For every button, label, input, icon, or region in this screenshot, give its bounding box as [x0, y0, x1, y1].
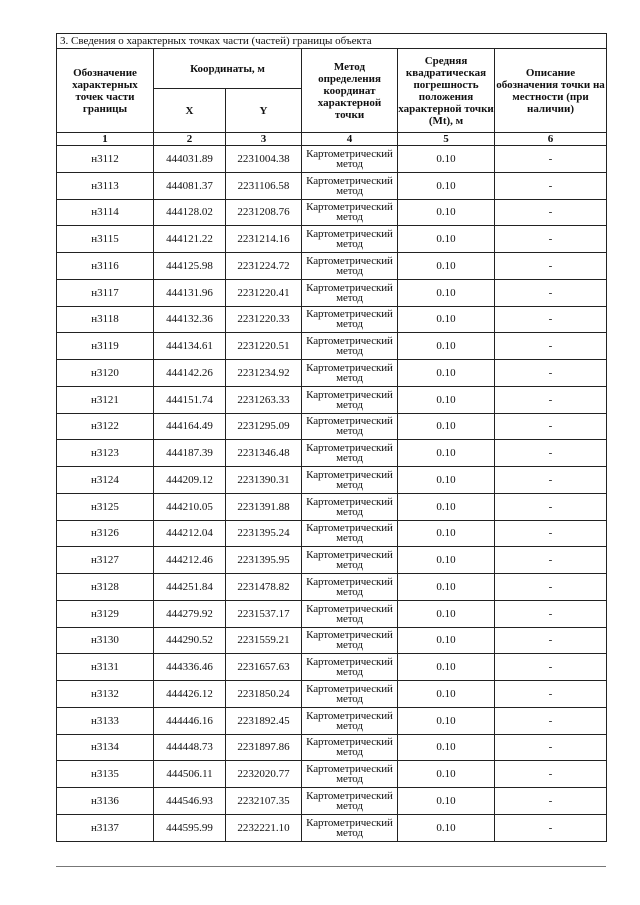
point-designation-cell: н3134 [57, 734, 154, 761]
coord-x-cell: 444121.22 [154, 226, 226, 253]
method-cell: Картометрический метод [302, 520, 398, 547]
description-cell: - [495, 654, 607, 681]
header-point-designation: Обозначение характерных точек части границы [57, 49, 154, 133]
method-cell: Картометрический метод [302, 467, 398, 494]
point-designation-cell: н3124 [57, 467, 154, 494]
error-cell: 0.10 [398, 413, 495, 440]
column-number: 6 [495, 133, 607, 146]
method-cell: Картометрический метод [302, 306, 398, 333]
method-cell: Картометрический метод [302, 493, 398, 520]
header-error: Средняя квадратическая погрешность положения характерной точки (Mt), м [398, 49, 495, 133]
method-cell: Картометрический метод [302, 146, 398, 173]
table-row [57, 681, 607, 708]
description-cell: - [495, 574, 607, 601]
description-cell: - [495, 814, 607, 841]
error-cell: 0.10 [398, 226, 495, 253]
coord-x-cell: 444506.11 [154, 761, 226, 788]
method-cell: Картометрический метод [302, 734, 398, 761]
method-cell: Картометрический метод [302, 440, 398, 467]
coord-x-cell: 444128.02 [154, 199, 226, 226]
coord-y-cell: 2231892.45 [226, 707, 302, 734]
error-cell: 0.10 [398, 440, 495, 467]
method-cell: Картометрический метод [302, 199, 398, 226]
coord-x-cell: 444131.96 [154, 279, 226, 306]
point-designation-cell: н3136 [57, 788, 154, 815]
coord-y-cell: 2231208.76 [226, 199, 302, 226]
coord-y-cell: 2231220.33 [226, 306, 302, 333]
table-row [57, 814, 607, 841]
coord-x-cell: 444212.46 [154, 547, 226, 574]
error-cell: 0.10 [398, 681, 495, 708]
point-designation-cell: н3114 [57, 199, 154, 226]
error-cell: 0.10 [398, 199, 495, 226]
method-cell: Картометрический метод [302, 226, 398, 253]
point-designation-cell: н3125 [57, 493, 154, 520]
point-designation-cell: н3130 [57, 627, 154, 654]
method-cell: Картометрический метод [302, 413, 398, 440]
coord-x-cell: 444279.92 [154, 600, 226, 627]
table-row [57, 574, 607, 601]
method-cell: Картометрический метод [302, 360, 398, 387]
description-cell: - [495, 413, 607, 440]
footer-divider [56, 866, 606, 867]
error-cell: 0.10 [398, 360, 495, 387]
coord-x-cell: 444134.61 [154, 333, 226, 360]
error-cell: 0.10 [398, 146, 495, 173]
error-cell: 0.10 [398, 814, 495, 841]
point-designation-cell: н3129 [57, 600, 154, 627]
method-cell: Картометрический метод [302, 814, 398, 841]
point-designation-cell: н3113 [57, 172, 154, 199]
description-cell: - [495, 681, 607, 708]
coord-x-cell: 444142.26 [154, 360, 226, 387]
table-row [57, 707, 607, 734]
description-cell: - [495, 253, 607, 280]
coord-y-cell: 2231263.33 [226, 386, 302, 413]
method-cell: Картометрический метод [302, 600, 398, 627]
coord-x-cell: 444251.84 [154, 574, 226, 601]
method-cell: Картометрический метод [302, 547, 398, 574]
document-sheet [56, 33, 606, 842]
table-row [57, 360, 607, 387]
error-cell: 0.10 [398, 253, 495, 280]
point-designation-cell: н3132 [57, 681, 154, 708]
point-designation-cell: н3115 [57, 226, 154, 253]
coord-y-cell: 2231106.58 [226, 172, 302, 199]
coord-x-cell: 444290.52 [154, 627, 226, 654]
coord-y-cell: 2232020.77 [226, 761, 302, 788]
error-cell: 0.10 [398, 788, 495, 815]
description-cell: - [495, 360, 607, 387]
coord-x-cell: 444132.36 [154, 306, 226, 333]
table-row [57, 493, 607, 520]
point-designation-cell: н3123 [57, 440, 154, 467]
point-designation-cell: н3135 [57, 761, 154, 788]
coord-y-cell: 2231559.21 [226, 627, 302, 654]
coord-y-cell: 2231004.38 [226, 146, 302, 173]
table-row [57, 788, 607, 815]
column-number: 1 [57, 133, 154, 146]
table-row [57, 306, 607, 333]
error-cell: 0.10 [398, 172, 495, 199]
table-row [57, 440, 607, 467]
table-row [57, 547, 607, 574]
table-row [57, 467, 607, 494]
method-cell: Картометрический метод [302, 627, 398, 654]
method-cell: Картометрический метод [302, 788, 398, 815]
coord-x-cell: 444081.37 [154, 172, 226, 199]
method-cell: Картометрический метод [302, 654, 398, 681]
description-cell: - [495, 600, 607, 627]
error-cell: 0.10 [398, 386, 495, 413]
table-row [57, 386, 607, 413]
error-cell: 0.10 [398, 627, 495, 654]
error-cell: 0.10 [398, 734, 495, 761]
coord-x-cell: 444210.05 [154, 493, 226, 520]
header-method: Метод определения координат характерной точки [302, 49, 398, 133]
table-body [57, 146, 607, 842]
column-number: 4 [302, 133, 398, 146]
error-cell: 0.10 [398, 493, 495, 520]
table-row [57, 520, 607, 547]
point-designation-cell: н3133 [57, 707, 154, 734]
error-cell: 0.10 [398, 574, 495, 601]
point-designation-cell: н3137 [57, 814, 154, 841]
description-cell: - [495, 547, 607, 574]
coord-y-cell: 2231657.63 [226, 654, 302, 681]
header-y: Y [226, 89, 302, 133]
point-designation-cell: н3118 [57, 306, 154, 333]
method-cell: Картометрический метод [302, 761, 398, 788]
description-cell: - [495, 172, 607, 199]
coord-x-cell: 444546.93 [154, 788, 226, 815]
table-row [57, 654, 607, 681]
coord-y-cell: 2231214.16 [226, 226, 302, 253]
column-number: 2 [154, 133, 226, 146]
boundary-points-table [56, 33, 607, 842]
method-cell: Картометрический метод [302, 333, 398, 360]
table-row [57, 734, 607, 761]
section-title: 3. Сведения о характерных точках части (частей) границы объекта [57, 34, 607, 49]
coord-x-cell: 444448.73 [154, 734, 226, 761]
error-cell: 0.10 [398, 654, 495, 681]
method-cell: Картометрический метод [302, 574, 398, 601]
description-cell: - [495, 333, 607, 360]
table-row [57, 199, 607, 226]
coord-x-cell: 444031.89 [154, 146, 226, 173]
coord-y-cell: 2231390.31 [226, 467, 302, 494]
description-cell: - [495, 734, 607, 761]
error-cell: 0.10 [398, 761, 495, 788]
table-row [57, 761, 607, 788]
coord-x-cell: 444125.98 [154, 253, 226, 280]
error-cell: 0.10 [398, 279, 495, 306]
description-cell: - [495, 707, 607, 734]
coord-y-cell: 2231234.92 [226, 360, 302, 387]
description-cell: - [495, 279, 607, 306]
description-cell: - [495, 788, 607, 815]
error-cell: 0.10 [398, 547, 495, 574]
description-cell: - [495, 226, 607, 253]
header-row-1 [57, 49, 607, 89]
coord-x-cell: 444209.12 [154, 467, 226, 494]
coord-y-cell: 2231224.72 [226, 253, 302, 280]
coord-y-cell: 2232221.10 [226, 814, 302, 841]
section-title-row [57, 34, 607, 49]
coord-x-cell: 444151.74 [154, 386, 226, 413]
point-designation-cell: н3131 [57, 654, 154, 681]
method-cell: Картометрический метод [302, 172, 398, 199]
point-designation-cell: н3121 [57, 386, 154, 413]
coord-y-cell: 2231395.24 [226, 520, 302, 547]
description-cell: - [495, 306, 607, 333]
coord-x-cell: 444164.49 [154, 413, 226, 440]
method-cell: Картометрический метод [302, 279, 398, 306]
error-cell: 0.10 [398, 707, 495, 734]
point-designation-cell: н3128 [57, 574, 154, 601]
point-designation-cell: н3122 [57, 413, 154, 440]
column-number-row [57, 133, 607, 146]
coord-y-cell: 2231295.09 [226, 413, 302, 440]
coord-y-cell: 2231537.17 [226, 600, 302, 627]
error-cell: 0.10 [398, 520, 495, 547]
coord-y-cell: 2231395.95 [226, 547, 302, 574]
description-cell: - [495, 467, 607, 494]
method-cell: Картометрический метод [302, 707, 398, 734]
point-designation-cell: н3116 [57, 253, 154, 280]
table-row [57, 627, 607, 654]
table-row [57, 172, 607, 199]
coord-y-cell: 2232107.35 [226, 788, 302, 815]
table-row [57, 253, 607, 280]
point-designation-cell: н3119 [57, 333, 154, 360]
coord-y-cell: 2231220.41 [226, 279, 302, 306]
method-cell: Картометрический метод [302, 681, 398, 708]
point-designation-cell: н3126 [57, 520, 154, 547]
table-row [57, 226, 607, 253]
coord-y-cell: 2231220.51 [226, 333, 302, 360]
error-cell: 0.10 [398, 306, 495, 333]
coord-x-cell: 444336.46 [154, 654, 226, 681]
coord-x-cell: 444187.39 [154, 440, 226, 467]
coord-x-cell: 444595.99 [154, 814, 226, 841]
column-number: 5 [398, 133, 495, 146]
header-x: X [154, 89, 226, 133]
coord-y-cell: 2231346.48 [226, 440, 302, 467]
description-cell: - [495, 199, 607, 226]
table-row [57, 333, 607, 360]
description-cell: - [495, 440, 607, 467]
header-description: Описание обозначения точки на местности (при наличии) [495, 49, 607, 133]
coord-y-cell: 2231850.24 [226, 681, 302, 708]
error-cell: 0.10 [398, 467, 495, 494]
coord-x-cell: 444426.12 [154, 681, 226, 708]
method-cell: Картометрический метод [302, 253, 398, 280]
column-number: 3 [226, 133, 302, 146]
point-designation-cell: н3117 [57, 279, 154, 306]
table-row [57, 413, 607, 440]
header-coordinates: Координаты, м [154, 49, 302, 89]
description-cell: - [495, 146, 607, 173]
point-designation-cell: н3120 [57, 360, 154, 387]
description-cell: - [495, 761, 607, 788]
description-cell: - [495, 627, 607, 654]
coord-y-cell: 2231897.86 [226, 734, 302, 761]
table-row [57, 146, 607, 173]
method-cell: Картометрический метод [302, 386, 398, 413]
description-cell: - [495, 493, 607, 520]
point-designation-cell: н3127 [57, 547, 154, 574]
error-cell: 0.10 [398, 333, 495, 360]
table-row [57, 600, 607, 627]
coord-x-cell: 444446.16 [154, 707, 226, 734]
point-designation-cell: н3112 [57, 146, 154, 173]
error-cell: 0.10 [398, 600, 495, 627]
coord-x-cell: 444212.04 [154, 520, 226, 547]
description-cell: - [495, 520, 607, 547]
coord-y-cell: 2231478.82 [226, 574, 302, 601]
table-row [57, 279, 607, 306]
description-cell: - [495, 386, 607, 413]
coord-y-cell: 2231391.88 [226, 493, 302, 520]
